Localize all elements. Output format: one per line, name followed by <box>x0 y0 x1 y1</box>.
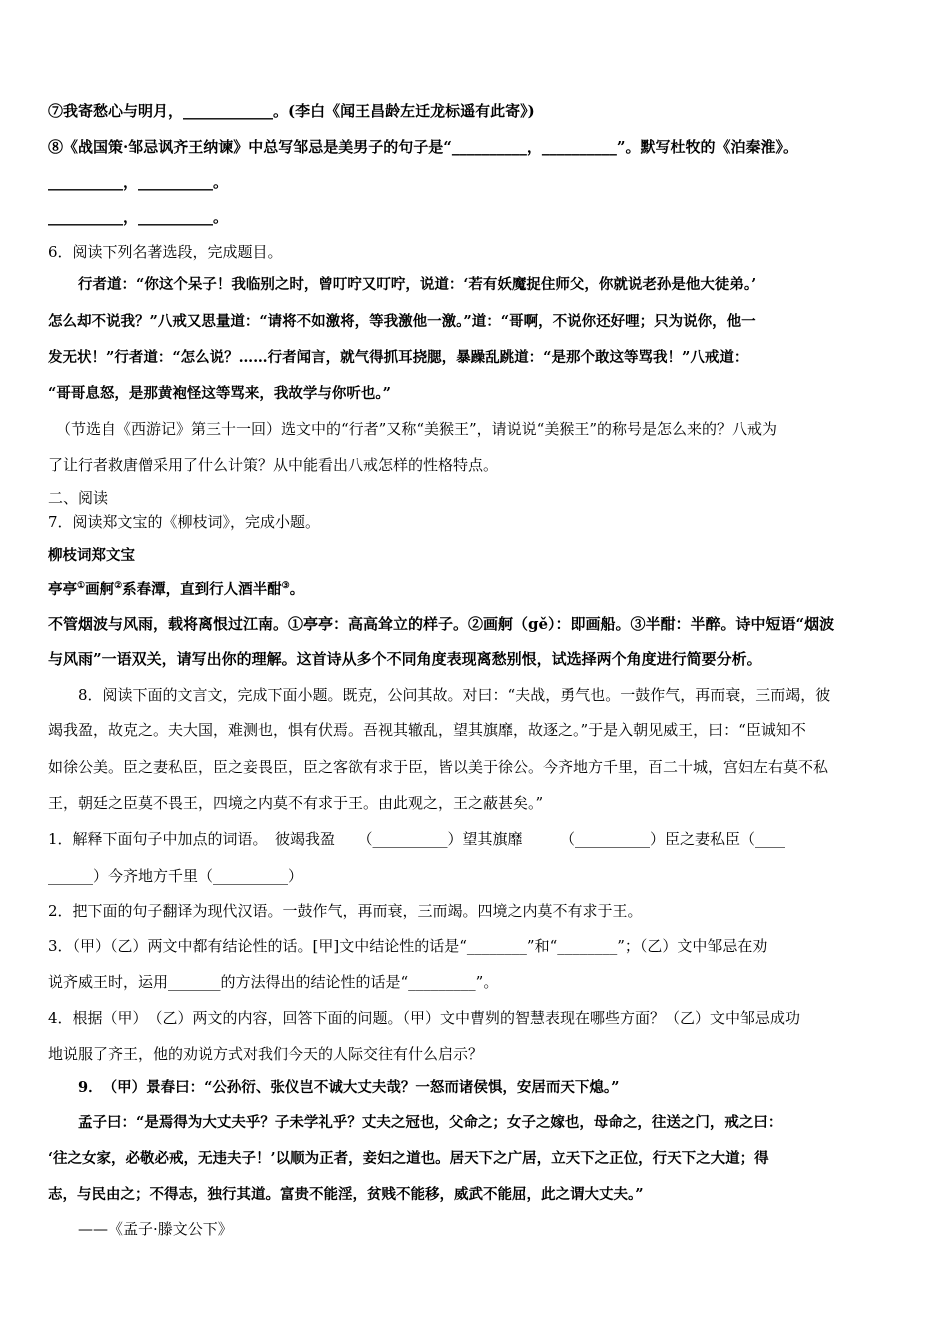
q6-heading: 6．阅读下列名著选段，完成题目。 <box>48 243 283 261</box>
question-7-line: ⑦我寄愁心与明月，____________。(李白《闻王昌龄左迁龙标遥有此寄》) <box>48 102 535 120</box>
q8-subquestion-4-cont: 地说服了齐王，他的劝说方式对我们今天的人际交往有什么启示？ <box>48 1045 484 1063</box>
q9-passage-line: 志，与民由之；不得志，独行其道。富贵不能淫，贫贱不能移，威武不能屈，此之谓大丈夫。” <box>48 1186 644 1203</box>
xiyouji-passage-line: 发无状！”行者道：“怎么说？……行者闻言，就气得抓耳挠腮，暴躁乱跳道：“是那个敢这等骂我！”八戒道： <box>48 349 749 366</box>
q8-subquestion-2: 2．把下面的句子翻译为现代汉语。一鼓作气，再而衰，三而竭。四境之内莫不有求于王。 <box>48 902 643 920</box>
xiyouji-passage-line: 怎么却不说我？”八戒又思量道：“请将不如激将，等我激他一激。”道：“哥啊，不说你还好哩；只为说你，他一 <box>48 313 756 330</box>
q8-subquestion-1-cont: ______）今齐地方千里（__________） <box>48 867 304 885</box>
section-heading: 二、阅读 <box>48 489 109 507</box>
q8-subquestion-4: 4．根据（甲） （乙）两文的内容，回答下面的问题。（甲）文中曹刿的智慧表现在哪些方面？（乙）文中邹忌成功 <box>48 1009 801 1027</box>
q9-passage-line: 孟子曰：“是焉得为大丈夫乎？子未学礼乎？丈夫之冠也，父命之；女子之嫁也，母命之，往送之门，戒之曰： <box>78 1114 783 1131</box>
question-8-line: ⑧《战国策·邹忌讽齐王纳谏》中总写邹忌是美男子的句子是“__________，__________”。默写杜牧的《泊秦淮》。 <box>48 138 798 156</box>
poem-line: 亭亭①画舸②系春潭，直到行人酒半酣③。 <box>48 581 305 598</box>
q8-subquestion-3-cont: 说齐威王时，运用_______的方法得出的结论性的话是“_________”。 <box>48 973 499 991</box>
q8-subquestion-1: 1．解释下面句子中加点的词语。 彼竭我盈 （__________）望其旗靡 （__________）臣之妻私臣（____ <box>48 830 786 848</box>
q9-source: ——《孟子·滕文公下》 <box>78 1220 233 1238</box>
q8-passage-line: 竭我盈，故克之。夫大国，难测也，惧有伏焉。吾视其辙乱，望其旗靡，故逐之。”于是入朝见威王，曰：“臣诚知不 <box>48 721 806 739</box>
q8-passage-line: 如徐公美。臣之妻私臣，臣之妾畏臣，臣之客欲有求于臣，皆以美于徐公。今齐地方千里，百二十城，宫妇左右莫不私 <box>48 758 829 776</box>
poem-title: 柳枝词郑文宝 <box>48 547 135 564</box>
q9-passage-line: 9． （甲）景春曰：“公孙衍、张仪岂不诚大丈夫哉？一怒而诸侯惧，安居而天下熄。” <box>78 1079 620 1096</box>
q7-question: 与风雨”一语双关，请写出你的理解。这首诗从多个不同角度表现离愁别恨，试选择两个角度进行简要分析。 <box>48 650 762 668</box>
blank-line: __________，__________。 <box>48 208 229 226</box>
q8-subquestion-3: 3．（甲）（乙）两文中都有结论性的话。[甲]文中结论性的话是“________”和“________”；（乙）文中邹忌在劝 <box>48 937 768 955</box>
q9-passage-line: ‘往之女家，必敬必戒，无违夫子！’以顺为正者，妾妇之道也。居天下之广居，立天下之正位，行天下之大道；得 <box>48 1150 769 1167</box>
q6-question: 了让行者救唐僧采用了什么计策？从中能看出八戒怎样的性格特点。 <box>48 456 499 474</box>
blank-line: __________，__________。 <box>48 173 229 191</box>
q6-question: （节选自《西游记》第三十一回）选文中的“行者”又称“美猴王”，请说说“美猴王”的称号是怎么来的？八戒为 <box>56 420 778 438</box>
q8-passage-line: 8．阅读下面的文言文，完成下面小题。既克，公问其故。对曰：“夫战，勇气也。一鼓作气，再而衰，三而竭，彼 <box>78 686 831 704</box>
q8-passage-line: 王，朝廷之臣莫不畏王，四境之内莫不有求于王。由此观之，王之蔽甚矣。” <box>48 794 544 812</box>
poem-notes-line: 不管烟波与风雨，载将离恨过江南。①亭亭：高高耸立的样子。②画舸（gě）：即画船。③半酣：半醉。诗中短语“烟波 <box>48 615 835 633</box>
xiyouji-passage-line: 行者道：“你这个呆子！我临别之时，曾叮咛又叮咛，说道：‘若有妖魔捉住师父，你就说老孙是他大徒弟。’ <box>78 276 757 293</box>
q7-heading: 7．阅读郑文宝的《柳枝词》，完成小题。 <box>48 513 321 531</box>
xiyouji-passage-line: “哥哥息怒，是那黄袍怪这等骂来，我故学与你听也。” <box>48 385 391 402</box>
